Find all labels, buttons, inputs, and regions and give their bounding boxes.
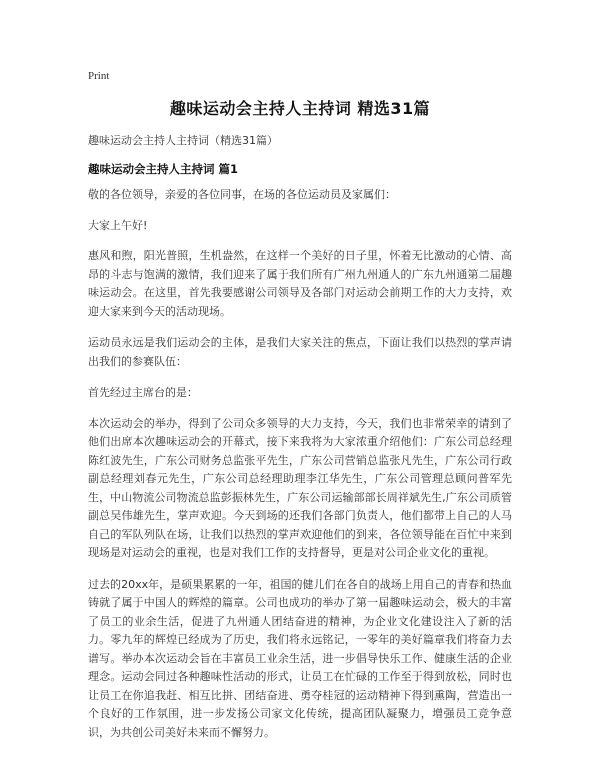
paragraph-first-team: 首先经过主席台的是： xyxy=(88,386,198,399)
paragraph-athletes: 运动员永远是我们运动会的主体，是我们大家关注的焦点，下面让我们以热烈的掌声请出我们的参赛队伍： xyxy=(88,336,512,368)
page-title: 趣味运动会主持人主持词 精选31篇 xyxy=(169,99,431,118)
paragraph-review: 过去的20xx年，是硕果累累的一年，祖国的健儿们在各自的战场上用自己的青春和热血铸就了属于中国人的辉煌的篇章。公司也成功的举办了第一届趣味运动会，极大的丰富了员工的业余生活，促进了九州通人团结奋进的精神，为企业文化建设注入了新的活力。零九年的辉煌已经成为了历史，我们将永远铭记，一零年的美好篇章我们将奋力去谱写。举办本次运动会旨在丰富员工业余生活，进一步倡导快乐工作、健康生活的企业理念。运动会同过各种趣味性活动的形式，让员工在忙碌的工作至于得到放松，同时也让员工在你追我赶、相互比拼、团结奋进、勇夺桂冠的运动精神下得到熏陶，营造出一个良好的工作氛围，进一步发扬公司家文化传统，提高团队凝聚力，增强员工竞争意识，为共创公司美好未来而不懈努力。 xyxy=(88,577,512,739)
paragraph-leaders: 本次运动会的举办，得到了公司众多领导的大力支持，今天，我们也非常荣幸的请到了他们出席本次趣味运动会的开幕式，接下来我将为大家浓重介绍他们：广东公司总经理陈红波先生，广东公司财务总监张平先生，广东公司营销总监张凡先生，广东公司行政副总经理刘春元先生，广东公司总经理助理李江华先生，广东公司管理总顾问普军先生，中山物流公司物流总监彭振林先生，广东公司运输部部长周祥斌先生,广东公司质管副总吴伟雄先生，掌声欢迎。今天到场的还我们各部门负责人，他们都带上自己的人马自己的军队列队在场，让我们以热烈的掌声欢迎他们的到来，各位领导能在百忙中来到现场是对运动会的重视，也是对我们工作的支持督导，更是对公司企业文化的重视。 xyxy=(88,416,512,559)
document-body xyxy=(88,186,512,755)
section-heading: 趣味运动会主持人主持词 篇1 xyxy=(88,162,239,176)
document-subtitle: 趣味运动会主持人主持词（精选31篇） xyxy=(88,134,278,147)
paragraph-good-morning: 大家上午好! xyxy=(88,218,148,232)
paragraph-greeting: 敬的各位领导，亲爱的各位同事，在场的各位运动员及家属们： xyxy=(88,188,396,201)
print-label[interactable]: Print xyxy=(88,70,110,82)
paragraph-opening: 惠风和煦，阳光普照，生机盎然，在这样一个美好的日子里，怀着无比激动的心情、高昂的斗志与饱满的激情，我们迎来了属于我们所有广州九州通人的广东九州通第二届趣味运动会。在这里，首先我要感谢公司领导及各部门对运动会前期工作的大力支持，欢迎大家来到今天的活动现场。 xyxy=(88,249,512,318)
